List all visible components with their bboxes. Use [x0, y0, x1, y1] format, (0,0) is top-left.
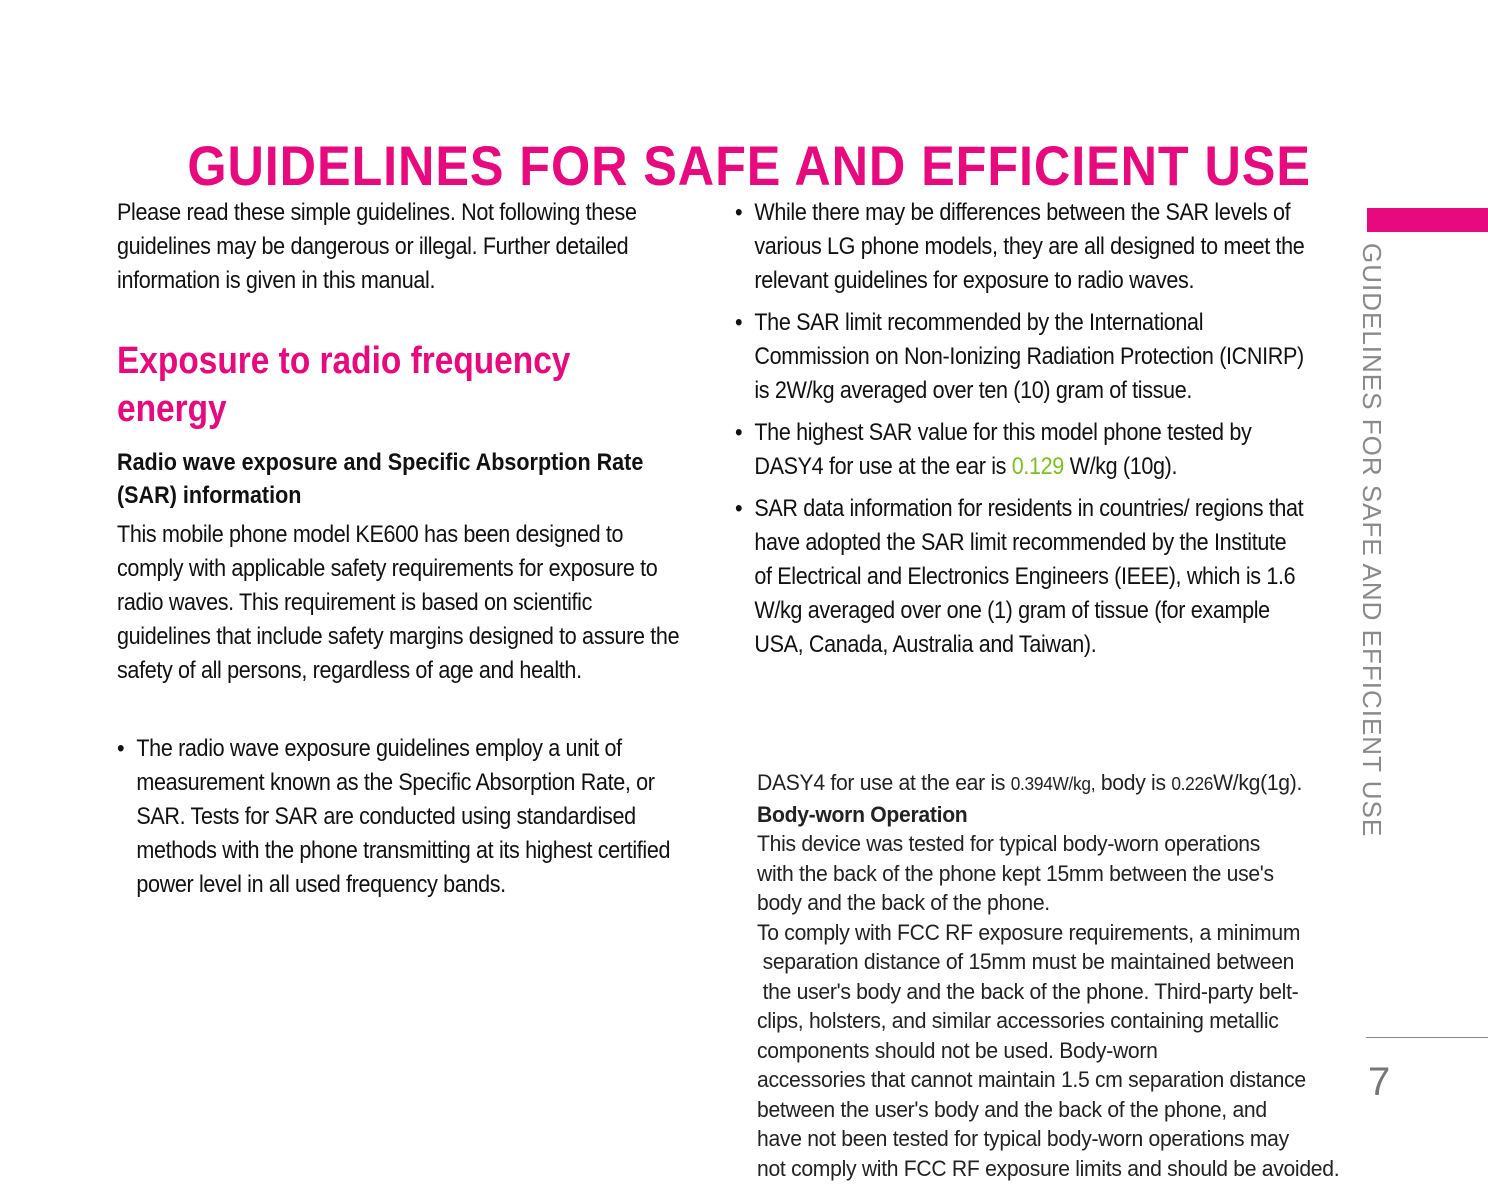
page-number: 7	[1368, 1060, 1391, 1104]
body-worn-line: accessories that cannot maintain 1.5 cm separation distance	[757, 1067, 1306, 1092]
bullet-dot-icon: •	[735, 419, 743, 446]
bullet-dot-icon: •	[735, 495, 743, 522]
intro-paragraph	[117, 196, 715, 298]
bullet-text-post: W/kg (10g).	[1063, 453, 1178, 480]
body-worn-line: not comply with FCC RF exposure limits and should be avoided.	[757, 1155, 1340, 1181]
body-worn-line: This device was tested for typical body-worn operations	[757, 831, 1261, 856]
body-worn-line: components should not be used. Body-worn	[757, 1037, 1158, 1063]
list-item	[117, 732, 689, 902]
page-divider	[1366, 1037, 1488, 1038]
body-paragraph: This mobile phone model KE600 has been designed to comply with applicable safety requirements for exposure to radio waves. This requirement is based on scientific guidelines that include safety margins designed to assure the safety of all persons, regardless of age and health.	[117, 521, 680, 684]
bullet-text: The SAR limit recommended by the International Commission on Non-Ionizing Radiation Protection (ICNIRP) is 2W/kg averaged over ten (10) gram of tissue.	[754, 309, 1304, 404]
right-bullet-list	[735, 196, 1307, 670]
bullet-dot-icon: •	[735, 309, 743, 336]
intro-text: Please read these simple guidelines. Not following these guidelines may be dangerous or illegal. Further detailed information is given in this manual.	[117, 199, 637, 294]
bullet-dot-icon: •	[735, 199, 743, 226]
list-item	[735, 416, 1307, 484]
side-tab-label: GUIDELINES FOR SAFE AND EFFICIENT USE	[1357, 243, 1387, 838]
dasy-ear-value: 0.394W/kg,	[1010, 774, 1096, 794]
bullet-text-pre: The highest SAR value for this model phone tested by DASY4 for use at the ear is	[754, 419, 1252, 480]
body-worn-line: body and the back of the phone.	[757, 890, 1050, 915]
side-tab-bar	[1367, 208, 1488, 232]
dasy-post: W/kg(1g).	[1213, 770, 1303, 795]
bullet-text: While there may be differences between the SAR levels of various LG phone models, they are all designed to meet the relevant guidelines for exposure to radio waves.	[754, 199, 1305, 294]
left-bullet-list	[117, 732, 689, 902]
page-title: GUIDELINES FOR SAFE AND EFFICIENT USE	[187, 133, 1311, 197]
sar-ear-value: 0.129	[1011, 453, 1064, 480]
list-item	[735, 196, 1307, 298]
body-worn-line: clips, holsters, and similar accessories containing metallic	[757, 1008, 1279, 1033]
section-heading: Exposure to radio frequency energy	[117, 340, 571, 430]
sar-subheading: Radio wave exposure and Specific Absorption Rate (SAR) information	[117, 449, 644, 509]
body-worn-block	[757, 768, 1448, 1183]
dasy-pre: DASY4 for use at the ear is	[757, 770, 1011, 795]
bullet-text: The radio wave exposure guidelines employ a unit of measurement known as the Specific Absorption Rate, or SAR. Tests for SAR are conducted using standardised methods with the phone transmitting at its highest certified power level in all used frequency bands.	[136, 735, 671, 898]
list-item	[735, 492, 1307, 662]
body-worn-line: have not been tested for typical body-worn operations may	[757, 1126, 1289, 1151]
body-worn-line: To comply with FCC RF exposure requirements, a minimum	[757, 919, 1301, 945]
body-worn-line: with the back of the phone kept 15mm between the use's	[757, 860, 1274, 886]
dasy-line	[757, 768, 1448, 800]
bullet-dot-icon: •	[117, 735, 125, 762]
dasy-mid: body is	[1095, 770, 1172, 795]
body-worn-line: the user's body and the back of the phone. Third-party belt-	[757, 978, 1299, 1004]
dasy-body-value: 0.226	[1171, 774, 1214, 794]
body-worn-heading: Body-worn Operation	[757, 801, 968, 827]
body-worn-line: separation distance of 15mm must be maintained between	[757, 949, 1295, 974]
list-item	[735, 306, 1307, 408]
body-worn-line: between the user's body and the back of the phone, and	[757, 1096, 1267, 1122]
bullet-text: SAR data information for residents in countries/ regions that have adopted the SAR limit recommended by the Institute of Electrical and Electronics Engineers (IEEE), which is 1.6 W/kg averaged over one (1) gram of tissue (for example USA, Canada, Australia and Taiwan).	[754, 495, 1304, 658]
